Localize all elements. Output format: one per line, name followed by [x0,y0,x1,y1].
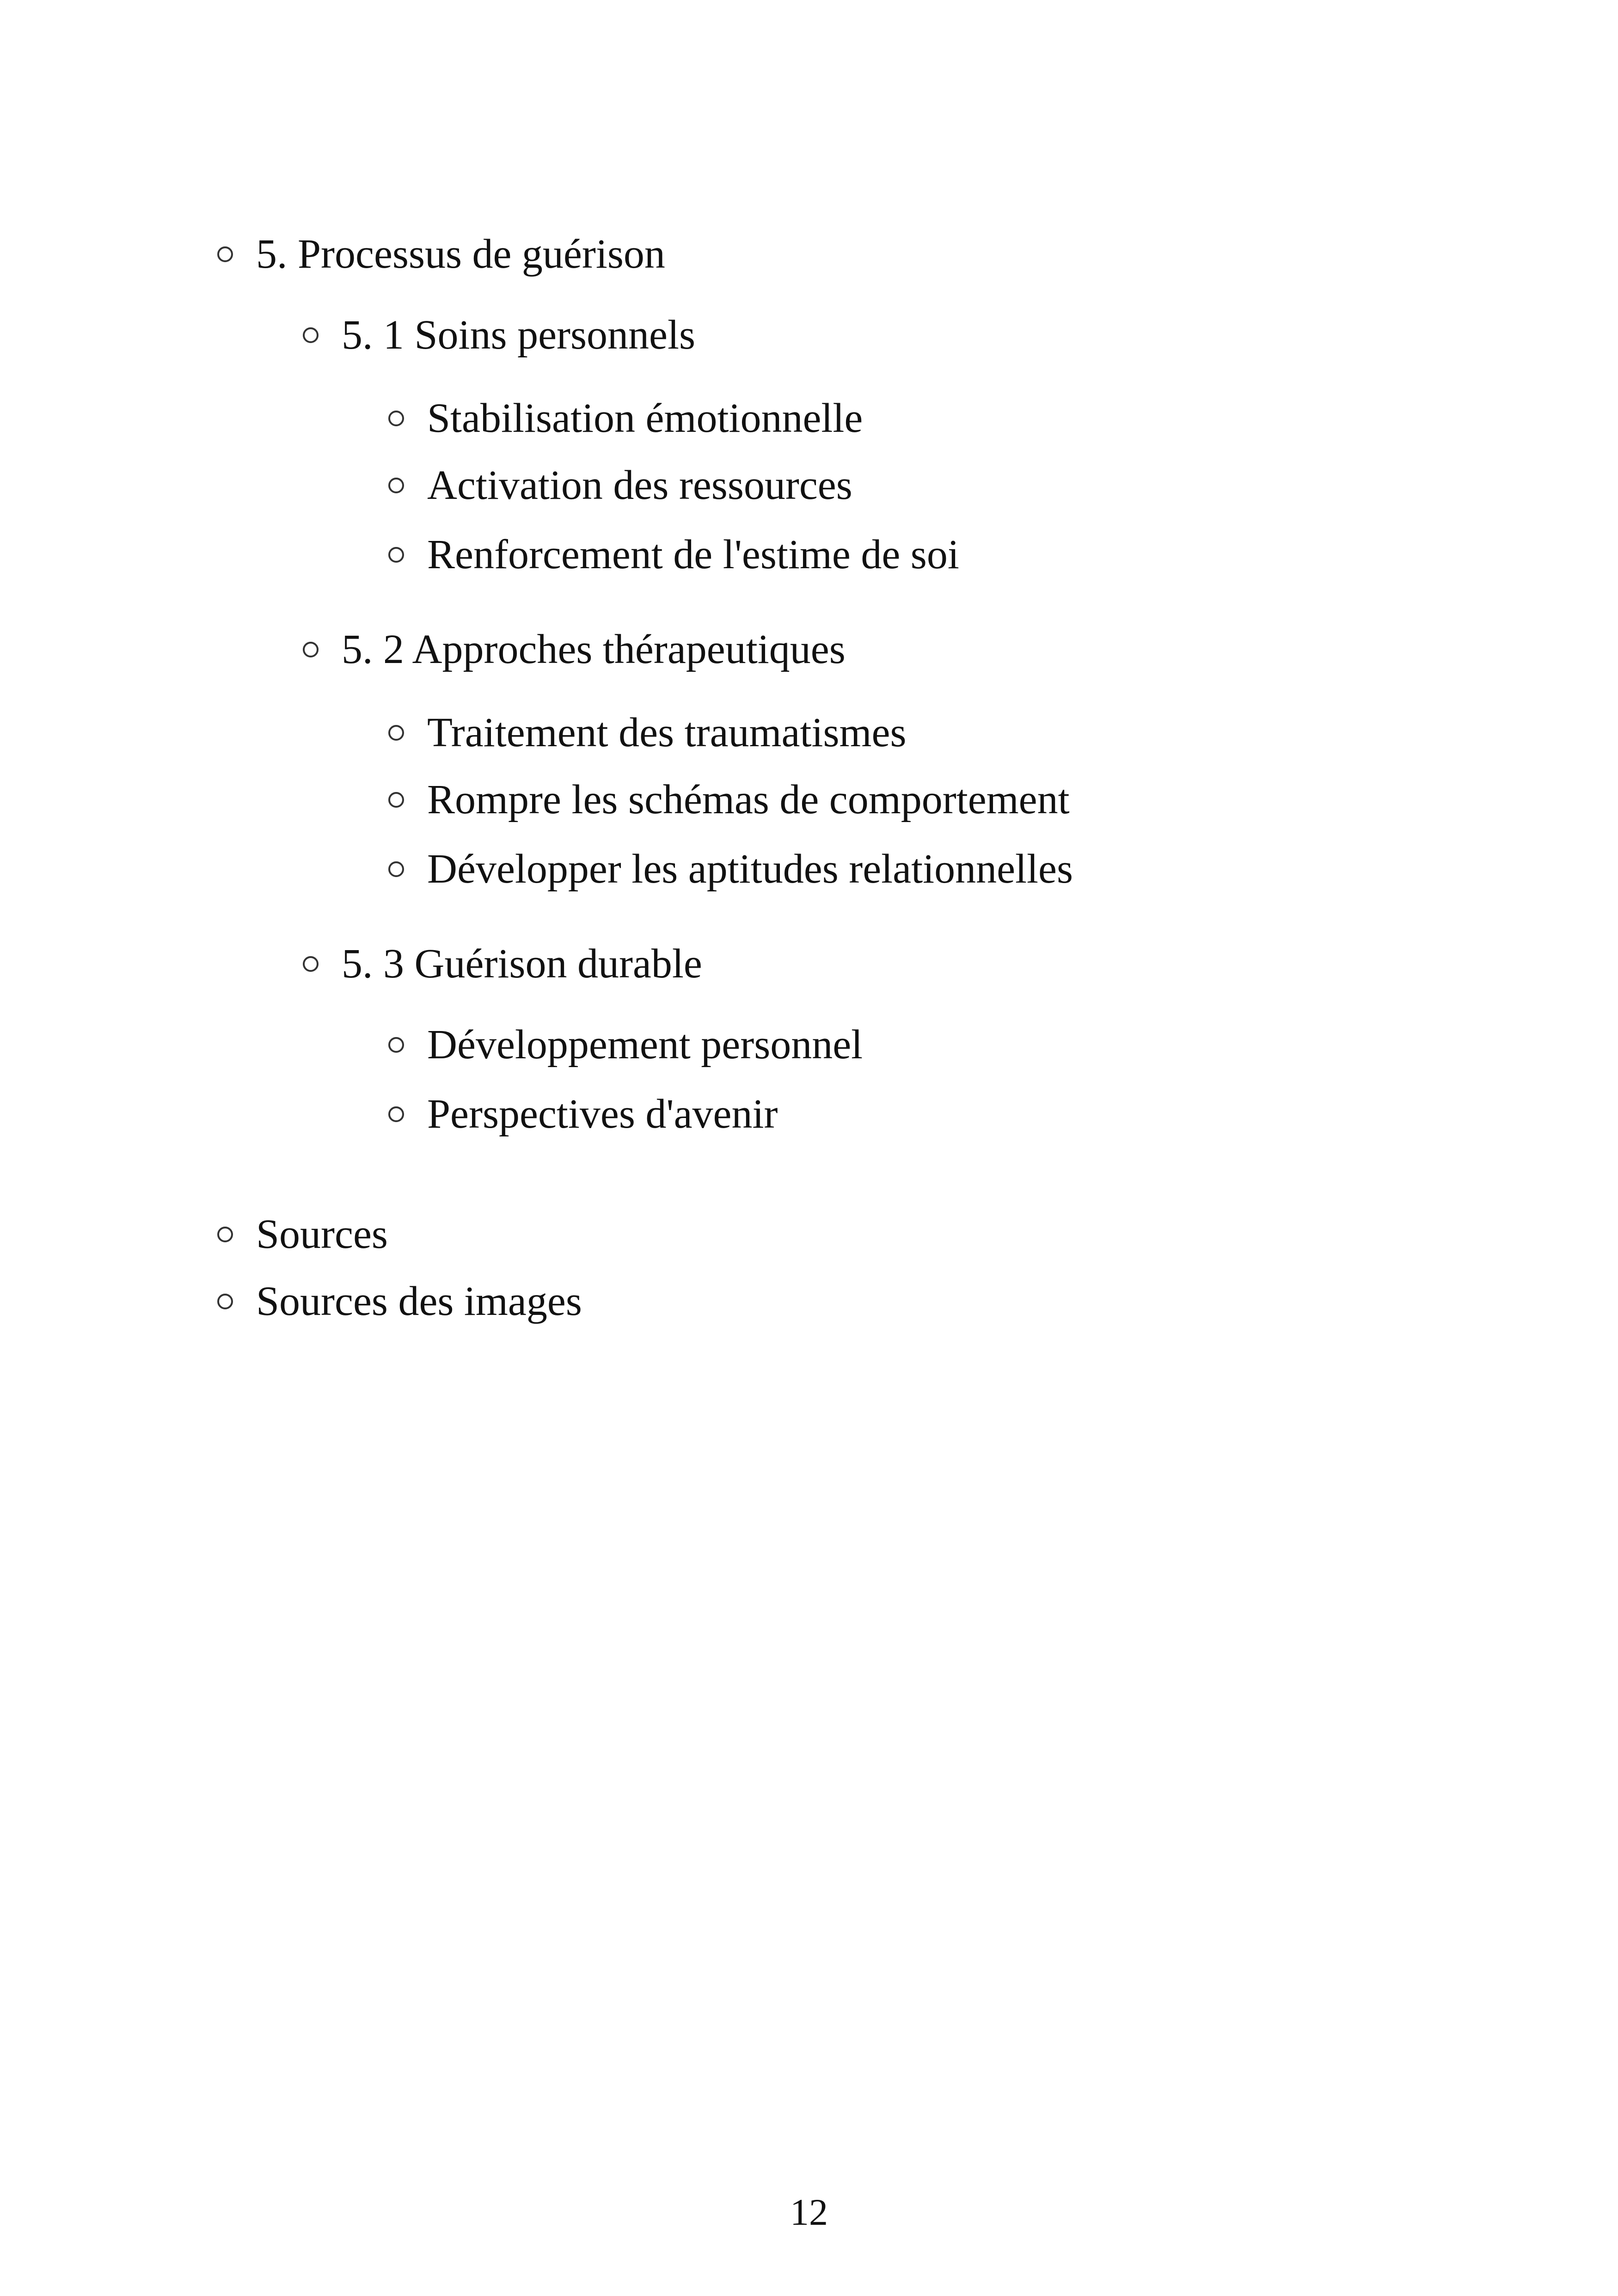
toc-entry-label: Développement personnel [427,1022,863,1068]
circle-bullet-icon [388,792,404,808]
toc-entry-label: 5. 2 Approches thérapeutiques [342,626,846,672]
toc-entry-image-sources[interactable] [217,1276,582,1327]
toc-entry-rompre[interactable] [388,774,1070,825]
circle-bullet-icon [388,1037,404,1053]
toc-entry-sources[interactable] [217,1209,388,1260]
page-number: 12 [790,2191,828,2233]
circle-bullet-icon [303,956,319,972]
toc-entry-label: Perspectives d'avenir [427,1091,778,1137]
toc-entry-label: 5. 3 Guérison durable [342,941,702,987]
circle-bullet-icon [217,1227,233,1242]
circle-bullet-icon [217,246,233,262]
toc-entry-section-5-1[interactable] [303,310,695,361]
circle-bullet-icon [388,478,404,493]
toc-entry-stabilisation[interactable] [388,393,863,444]
toc-entry-developpement[interactable] [388,1019,863,1070]
toc-entry-activation[interactable] [388,460,852,511]
toc-entry-label: Sources des images [256,1278,582,1324]
toc-entry-section-5-3[interactable] [303,939,702,989]
toc-entry-section-5[interactable] [217,229,665,280]
circle-bullet-icon [388,411,404,426]
toc-entry-label: 5. 1 Soins personnels [342,312,695,358]
circle-bullet-icon [388,1106,404,1122]
circle-bullet-icon [303,642,319,657]
toc-entry-label: Rompre les schémas de comportement [427,777,1070,823]
circle-bullet-icon [217,1294,233,1309]
toc-entry-label: Traitement des traumatismes [427,710,907,755]
circle-bullet-icon [388,725,404,741]
toc-entry-label: Sources [256,1211,388,1257]
toc-entry-renforcement[interactable] [388,529,959,580]
toc-entry-traitement[interactable] [388,707,907,758]
toc-entry-label: 5. Processus de guérison [256,231,665,277]
toc-entry-developper[interactable] [388,844,1073,895]
toc-entry-label: Stabilisation émotionnelle [427,395,863,441]
toc-entry-label: Développer les aptitudes relationnelles [427,846,1073,892]
toc-entry-label: Activation des ressources [427,462,852,508]
circle-bullet-icon [388,547,404,563]
toc-entry-label: Renforcement de l'estime de soi [427,532,959,577]
toc-entry-section-5-2[interactable] [303,624,846,675]
toc-entry-perspectives[interactable] [388,1089,778,1140]
circle-bullet-icon [303,327,319,343]
circle-bullet-icon [388,861,404,877]
